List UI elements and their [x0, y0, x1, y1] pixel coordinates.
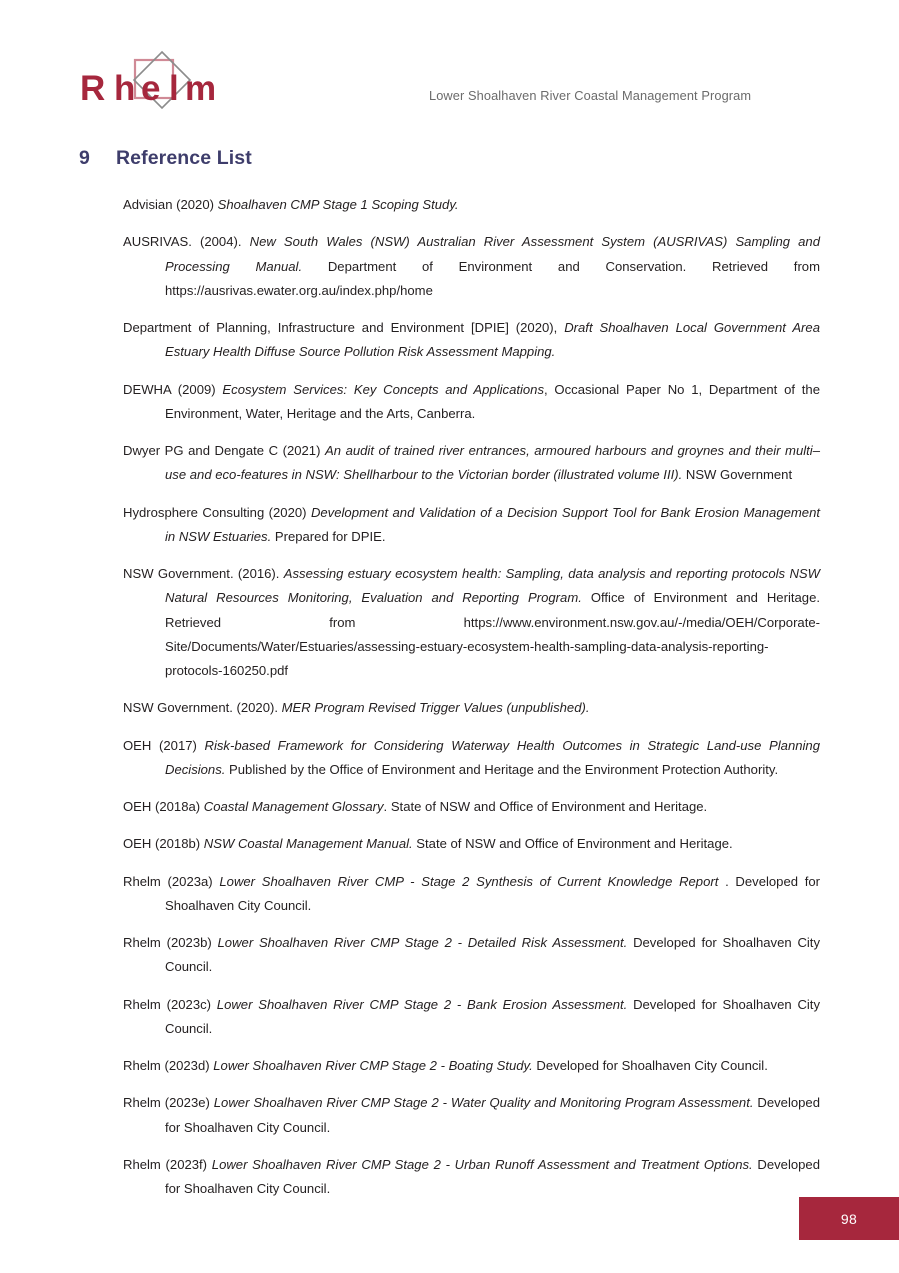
reference-text: , Occasional Paper No 1, Department of the Environment, Water, Heritage and the Arts, Canberra.: [165, 381, 820, 421]
reference-title: Ecosystem Services: Key Concepts and Applications: [222, 381, 545, 397]
reference-entry: [123, 562, 820, 683]
section-title: Reference List: [116, 147, 252, 169]
reference-entry: [123, 439, 820, 487]
reference-text: Advisian (2020): [123, 197, 218, 213]
reference-entry: [123, 734, 820, 782]
page-number: 98: [840, 1210, 858, 1227]
page-header: [0, 48, 899, 112]
reference-title: Lower Shoalhaven River CMP Stage 2 - Water Quality and Monitoring Program Assessment.: [213, 1095, 754, 1111]
reference-text: State of NSW and Office of Environment and Heritage.: [412, 836, 733, 852]
reference-text: Rhelm (2023b): [123, 935, 218, 951]
reference-text: Developed for Shoalhaven City Council.: [165, 1156, 820, 1197]
reference-text: NSW Government. (2016).: [123, 566, 284, 582]
reference-title: Risk-based Framework for Considering Waterway Health Outcomes in Strategic Land-use Planning Decisions.: [165, 737, 820, 777]
reference-entry: [123, 696, 820, 720]
reference-entry: [123, 1091, 820, 1139]
svg-text:h: h: [114, 69, 136, 108]
reference-title: MER Program Revised Trigger Values (unpublished).: [281, 700, 590, 716]
reference-text: Prepared for DPIE.: [271, 528, 386, 544]
reference-title: Lower Shoalhaven River CMP Stage 2 - Urban Runoff Assessment and Treatment Options.: [211, 1156, 753, 1172]
reference-title: An audit of trained river entrances, armoured harbours and groynes and their multi–use and eco-features in NSW: Shellharbour to the Victorian border (illustrated volume III).: [165, 443, 820, 483]
reference-title: Assessing estuary ecosystem health: Sampling, data analysis and reporting protocols NSW Natural Resources Monitoring, Evaluation and Reporting Program.: [165, 566, 820, 606]
reference-text: . Developed for Shoalhaven City Council.: [165, 873, 820, 913]
reference-title: New South Wales (NSW) Australian River Assessment System (AUSRIVAS) Sampling and Processing Manual.: [165, 234, 820, 274]
reference-title: Coastal Management Glossary: [203, 799, 384, 814]
reference-text: Department of Environment and Conservation. Retrieved from https://ausrivas.ewater.org.au/index.php/home: [165, 258, 820, 298]
svg-text:m: m: [185, 69, 217, 108]
reference-text: Developed for Shoalhaven City Council.: [165, 935, 820, 975]
reference-entry: [123, 832, 820, 856]
reference-title: Shoalhaven CMP Stage 1 Scoping Study.: [217, 197, 459, 213]
reference-entry: [123, 931, 820, 979]
reference-entry: [123, 501, 820, 549]
reference-title: Draft Shoalhaven Local Government Area Estuary Health Diffuse Source Pollution Risk Assessment Mapping.: [165, 320, 820, 360]
reference-text: Dwyer PG and Dengate C (2021): [123, 443, 325, 459]
header-title: Lower Shoalhaven River Coastal Management Program: [429, 88, 752, 103]
reference-text: Rhelm (2023f): [123, 1156, 212, 1172]
reference-title: Lower Shoalhaven River CMP - Stage 2 Synthesis of Current Knowledge Report: [219, 873, 719, 889]
reference-entry: [123, 1153, 820, 1201]
svg-text:l: l: [169, 69, 179, 108]
reference-entry: [123, 795, 820, 819]
page-title: [79, 147, 252, 170]
reference-text: Rhelm (2023d): [123, 1058, 214, 1074]
reference-text: OEH (2018b): [123, 836, 204, 852]
reference-text: Rhelm (2023c): [123, 996, 217, 1012]
page-number-block: [799, 1197, 899, 1240]
reference-text: Developed for Shoalhaven City Council.: [532, 1058, 768, 1074]
svg-text:R: R: [80, 69, 106, 108]
reference-text: Developed for Shoalhaven City Council.: [165, 996, 820, 1036]
reference-entry: [123, 378, 820, 426]
reference-title: Lower Shoalhaven River CMP Stage 2 - Detailed Risk Assessment.: [217, 935, 628, 951]
reference-text: Rhelm (2023e): [123, 1095, 214, 1111]
reference-text: Office of Environment and Heritage. Retrieved from https://www.environment.nsw.gov.au/-/media/OEH/Corporate-Site/Documents/Water/Estuaries/assessing-estuary-ecosystem-health-sampling-data-analysis-reporting-protocols-160250.pdf: [165, 590, 820, 678]
reference-text: OEH (2017): [123, 737, 205, 753]
reference-text: NSW Government. (2020).: [123, 700, 282, 716]
reference-title: NSW Coastal Management Manual.: [203, 836, 413, 852]
reference-list: [123, 180, 820, 1201]
reference-title: Development and Validation of a Decision Support Tool for Bank Erosion Management in NSW Estuaries.: [165, 504, 820, 544]
reference-text: NSW Government: [682, 467, 793, 483]
reference-text: DEWHA (2009): [123, 381, 223, 397]
rhelm-logo-icon: [78, 50, 248, 112]
reference-entry: [123, 316, 820, 364]
reference-title: Lower Shoalhaven River CMP Stage 2 - Bank Erosion Assessment.: [216, 996, 628, 1012]
reference-text: OEH (2018a): [123, 799, 204, 814]
rhelm-logo: [78, 50, 248, 112]
reference-entry: [123, 230, 820, 303]
svg-text:e: e: [141, 69, 161, 108]
reference-text: AUSRIVAS. (2004).: [123, 234, 250, 250]
reference-entry: [123, 870, 820, 918]
reference-entry: [123, 993, 820, 1041]
reference-text: Published by the Office of Environment and Heritage and the Environment Protection Authority.: [225, 761, 779, 777]
reference-entry: [123, 193, 820, 217]
reference-text: Developed for Shoalhaven City Council.: [165, 1095, 820, 1135]
section-number: 9: [79, 147, 90, 169]
reference-title: Lower Shoalhaven River CMP Stage 2 - Boating Study.: [213, 1058, 533, 1074]
reference-text: Department of Planning, Infrastructure and Environment [DPIE] (2020),: [123, 320, 565, 336]
reference-entry: [123, 1054, 820, 1078]
reference-text: Rhelm (2023a): [123, 873, 220, 889]
reference-text: . State of NSW and Office of Environment and Heritage.: [383, 799, 708, 814]
reference-text: Hydrosphere Consulting (2020): [123, 504, 311, 520]
